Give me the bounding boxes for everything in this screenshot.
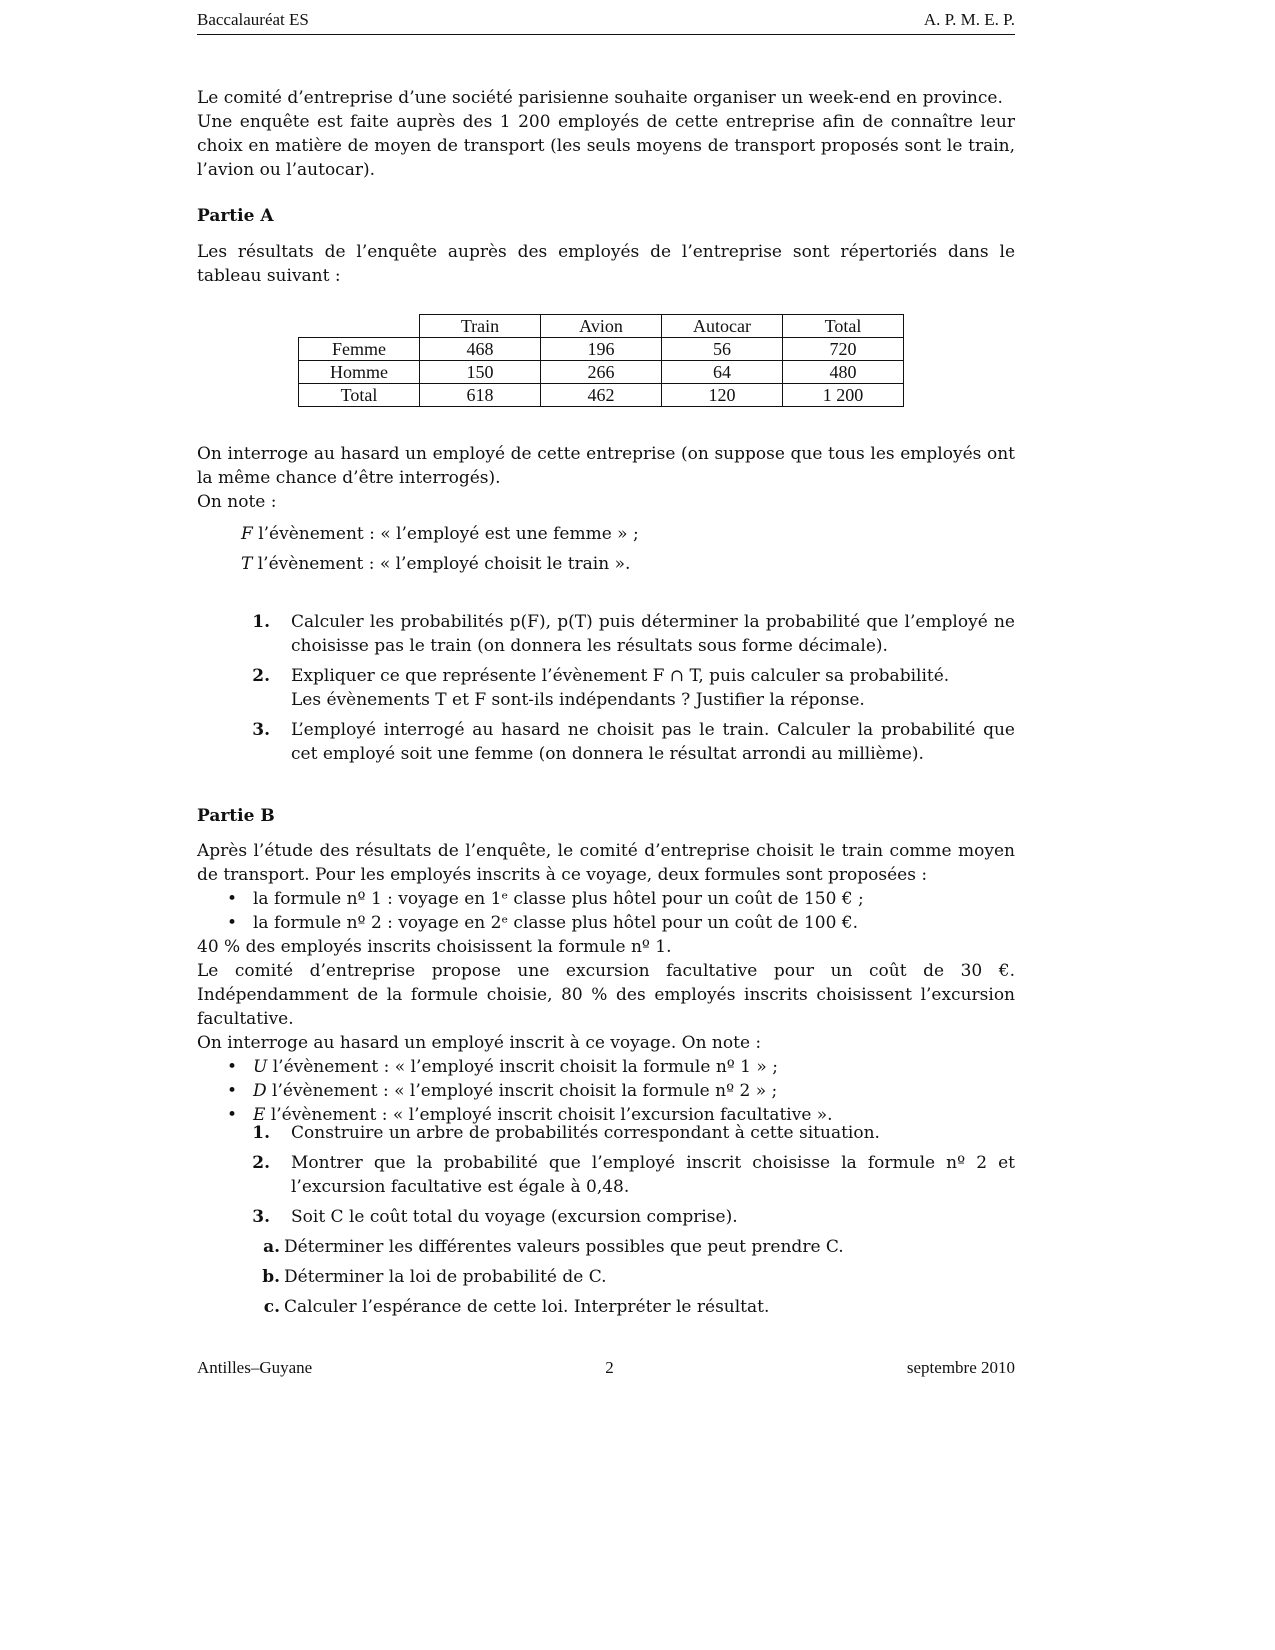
event-text: l’évènement : « l’employé choisit le train ». <box>252 554 631 574</box>
cell: 480 <box>783 361 904 384</box>
col-header: Avion <box>541 315 662 338</box>
question-text: Montrer que la probabilité que l’employé inscrit choisisse la formule nº 2 et l’excursion facultative est égale à 0,48. <box>291 1153 1015 1197</box>
question-text: Les évènements T et F sont-ils indépendants ? Justifier la réponse. <box>291 690 865 710</box>
question-text: Déterminer les différentes valeurs possibles que peut prendre C. <box>284 1237 844 1257</box>
partB-questions <box>197 1121 1015 1325</box>
table-row <box>299 361 904 384</box>
event-var: U <box>253 1057 268 1077</box>
paragraph: On interroge au hasard un employé de cette entreprise (on suppose que tous les employés ont la même chance d’être interrogés). <box>197 444 1015 488</box>
question-text: L’employé interrogé au hasard ne choisit pas le train. Calculer la probabilité que cet employé soit une femme (on donnera le résultat arrondi au millième). <box>291 720 1015 764</box>
footer-left: Antilles–Guyane <box>197 1358 313 1377</box>
col-header: Train <box>420 315 541 338</box>
question-number: 2. <box>252 666 270 686</box>
intro-line: Le comité d’entreprise d’une société parisienne souhaite organiser un week-end en province. <box>197 88 1003 108</box>
list-item: l’évènement : « l’employé inscrit choisit l’excursion facultative ». <box>265 1105 833 1125</box>
event-text: l’évènement : « l’employé est une femme » ; <box>252 524 639 544</box>
paragraph: On interroge au hasard un employé inscrit à ce voyage. On note : <box>197 1033 762 1053</box>
cell: 150 <box>420 361 541 384</box>
cell: 468 <box>420 338 541 361</box>
section-title: Partie A <box>197 206 274 226</box>
question-number: 1. <box>252 1123 270 1143</box>
partA-questions <box>197 610 1015 772</box>
col-header: Total <box>783 315 904 338</box>
event-var: E <box>253 1105 266 1125</box>
list-item: la formule nº 2 : voyage en 2ᵉ classe plus hôtel pour un coût de 100 €. <box>253 913 859 933</box>
section-title: Partie B <box>197 806 275 826</box>
intro-paragraph: Une enquête est faite auprès des 1 200 employés de cette entreprise afin de connaître leur choix en matière de moyen de transport (les seuls moyens de transport proposés sont le train, l’avion ou l’autocar). <box>197 112 1015 180</box>
question-number: 2. <box>252 1153 270 1173</box>
list-item: l’évènement : « l’employé inscrit choisit la formule nº 2 » ; <box>266 1081 778 1101</box>
event-var: T <box>241 554 253 574</box>
results-table <box>298 314 904 407</box>
event-var: F <box>241 524 253 544</box>
cell: 462 <box>541 384 662 407</box>
cell: 720 <box>783 338 904 361</box>
page-number: 2 <box>605 1358 614 1377</box>
cell: 120 <box>662 384 783 407</box>
event-var: D <box>253 1081 267 1101</box>
paragraph: On note : <box>197 492 277 512</box>
question-text: Déterminer la loi de probabilité de C. <box>284 1267 607 1287</box>
question-text: Calculer les probabilités p(F), p(T) puis déterminer la probabilité que l’employé ne choisisse pas le train (on donnera les résultats sous forme décimale). <box>291 612 1015 656</box>
cell: Homme <box>299 361 420 384</box>
question-text: Construire un arbre de probabilités correspondant à cette situation. <box>291 1123 880 1143</box>
question-text: Calculer l’espérance de cette loi. Interpréter le résultat. <box>284 1297 770 1317</box>
list-item: l’évènement : « l’employé inscrit choisit la formule nº 1 » ; <box>267 1057 778 1077</box>
subquestion-letter: a. <box>263 1237 280 1257</box>
col-header: Autocar <box>662 315 783 338</box>
paragraph: 40 % des employés inscrits choisissent la formule nº 1. <box>197 937 672 957</box>
cell: 1 200 <box>783 384 904 407</box>
paragraph: Le comité d’entreprise propose une excursion facultative pour un coût de 30 €. Indépendamment de la formule choisie, 80 % des employés inscrits choisissent l’excursion facultative. <box>197 961 1015 1029</box>
table-row <box>299 338 904 361</box>
paragraph: Après l’étude des résultats de l’enquête, le comité d’entreprise choisit le train comme moyen de transport. Pour les employés inscrits à ce voyage, deux formules sont proposées : <box>197 841 1015 885</box>
cell: 64 <box>662 361 783 384</box>
header-left: Baccalauréat ES <box>197 10 309 29</box>
cell: 56 <box>662 338 783 361</box>
question-number: 1. <box>252 612 270 632</box>
subquestion-letter: c. <box>263 1297 280 1317</box>
table-row <box>299 384 904 407</box>
cell: 266 <box>541 361 662 384</box>
question-text: Expliquer ce que représente l’évènement F ∩ T, puis calculer sa probabilité. <box>291 666 950 686</box>
page-footer <box>197 1358 1015 1378</box>
partA-context <box>197 442 1015 582</box>
question-number: 3. <box>252 720 270 740</box>
cell: 618 <box>420 384 541 407</box>
cell: Femme <box>299 338 420 361</box>
list-item: la formule nº 1 : voyage en 1ᵉ classe plus hôtel pour un coût de 150 € ; <box>253 889 864 909</box>
header-right: A. P. M. E. P. <box>923 10 1015 29</box>
subquestion-letter: b. <box>262 1267 280 1287</box>
page-header <box>197 10 1015 35</box>
partB-body: Après l’étude des résultats de l’enquête, le comité d’entreprise choisit le train comme moyen de transport. Pour les employés inscrits à ce voyage, deux formules sont proposées : • la formule nº 1 : voyage en 1ᵉ classe plus hôtel pour un coût de 150 € ; • la formule nº 2 : voyage en 2ᵉ classe plus hôtel pour un coût de 100 €. 40 % des employés inscrits choisissent la formule nº 1. Le comité d’entreprise propose une excursion facultative pour un coût de 30 €. Indépendamment de la formule choisie, 80 % des employés inscrits choisissent l’excursion facultative. On interroge au hasard un employé inscrit à ce voyage. On note : • U l’évènement : « l’employé inscrit choisit la formule nº 1 » ; • D l’évènement : « l’employé inscrit choisit la formule nº 2 » ; • E l’évènement : « l’employé inscrit choisit l’excursion facultative ». <box>197 841 1015 1125</box>
partA-text: Les résultats de l’enquête auprès des employés de l’entreprise sont répertoriés dans le tableau suivant : <box>197 242 1015 286</box>
footer-right: septembre 2010 <box>906 1358 1015 1377</box>
question-number: 3. <box>252 1207 270 1227</box>
cell: Total <box>299 384 420 407</box>
intro <box>197 86 1015 182</box>
question-text: Soit C le coût total du voyage (excursion comprise). <box>291 1207 738 1227</box>
cell: 196 <box>541 338 662 361</box>
